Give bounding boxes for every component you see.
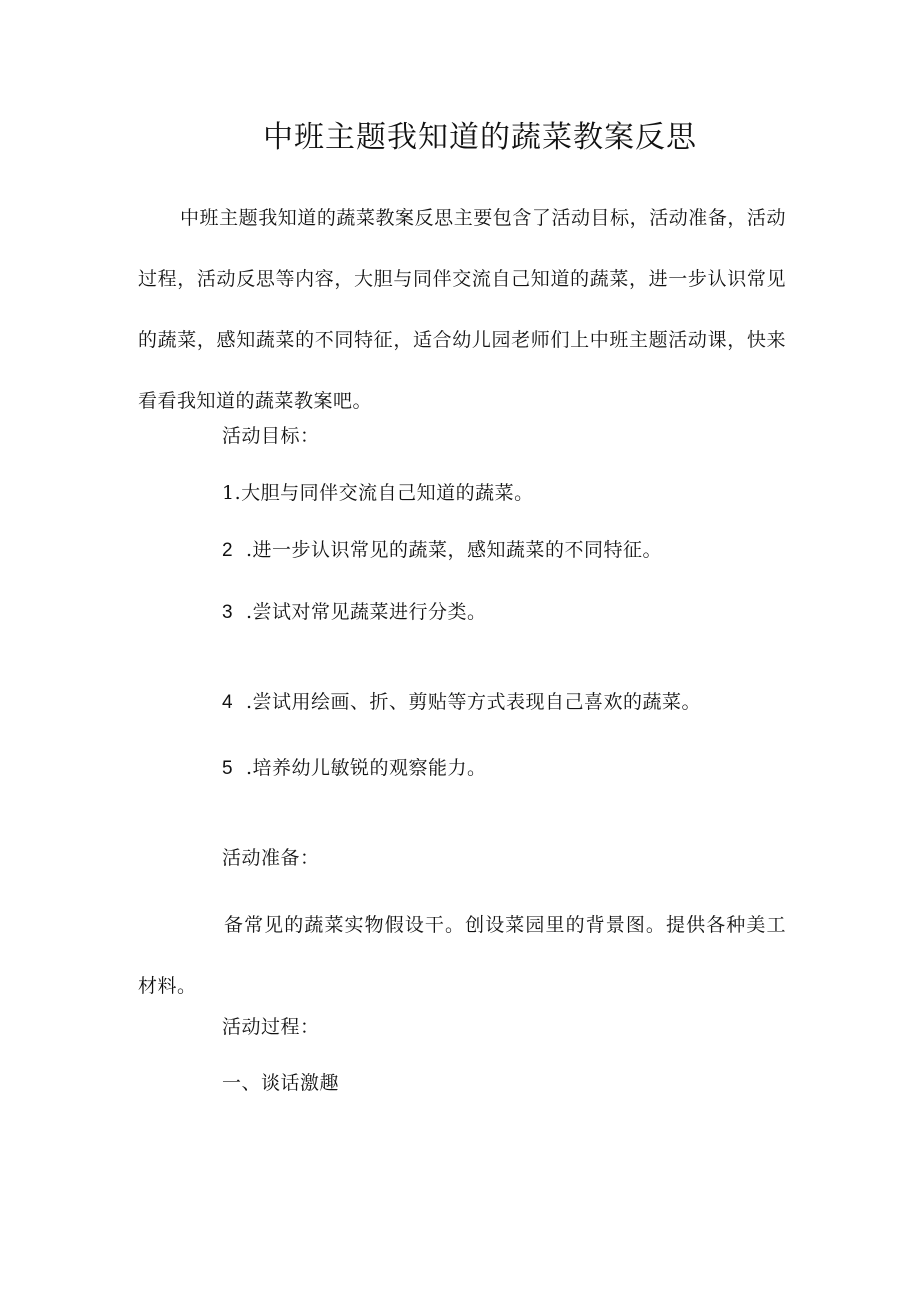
page-title: 中班主题我知道的蔬菜教案反思 (263, 120, 697, 155)
goal-text: .进一步认识常见的蔬菜，感知蔬菜的不同特征。 (246, 539, 663, 561)
intro-paragraph: 中班主题我知道的蔬菜教案反思主要包含了活动目标，活动准备，活动过程，活动反思等内容，大胆与同伴交流自己知道的蔬菜，进一步认识常见的蔬菜，感知蔬菜的不同特征，适合幼儿园老师们上中班主题活动课，快来看看我知道的蔬菜教案吧。 (138, 207, 786, 412)
goal-number: 5 (222, 758, 234, 779)
process-step-1: 一、谈话激趣 (222, 1072, 340, 1094)
goal-number: 2 (222, 540, 234, 561)
goal-item-3 (222, 597, 487, 628)
goal-text: 大胆与同伴交流自己知道的蔬菜。 (241, 482, 534, 504)
goal-number: 1. (222, 482, 242, 504)
goal-text: .尝试对常见蔬菜进行分类。 (246, 601, 487, 623)
goal-item-1 (222, 478, 534, 508)
goal-number: 4 (222, 692, 234, 713)
goal-item-5 (222, 753, 487, 784)
prep-heading: 活动准备： (222, 847, 320, 869)
prep-paragraph: 备常见的蔬菜实物假设干。创设菜园里的背景图。提供各种美工材料。 (138, 914, 786, 997)
process-heading: 活动过程： (222, 1016, 320, 1038)
goal-text: .培养幼儿敏锐的观察能力。 (246, 757, 487, 779)
goal-number: 3 (222, 602, 234, 623)
goal-item-2 (222, 535, 662, 566)
goal-item-4 (222, 687, 701, 718)
goals-heading: 活动目标： (222, 425, 320, 447)
goal-text: .尝试用绘画、折、剪贴等方式表现自己喜欢的蔬菜。 (246, 691, 702, 713)
